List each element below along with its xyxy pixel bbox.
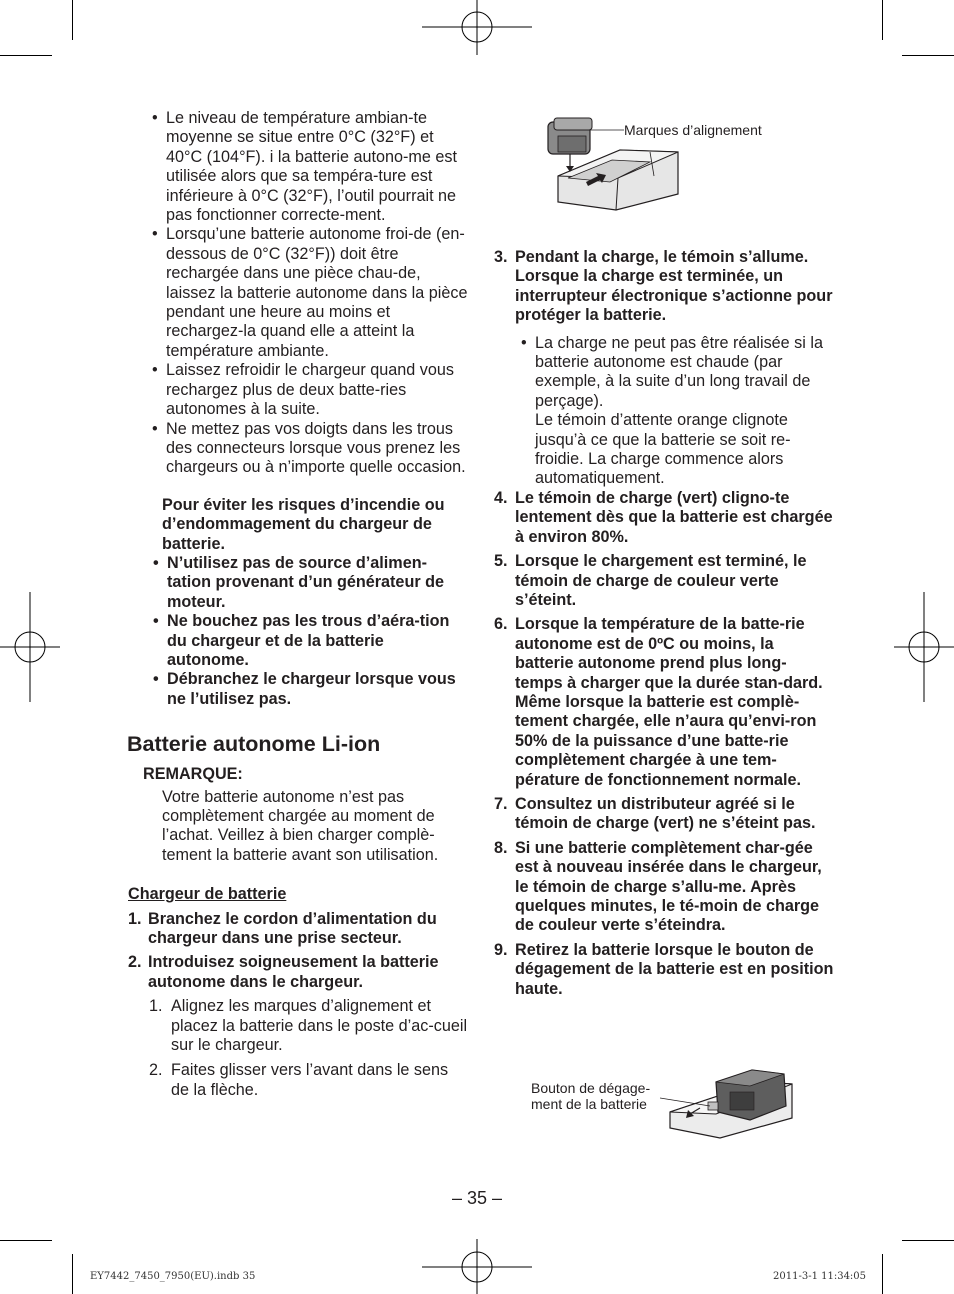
step-number: 7. xyxy=(494,794,508,813)
step3-bullet-text-b: Le témoin d’attente orange clignote jusqu’à ce que la batterie se soit re-froidie. La charge commence alors automatiquement. xyxy=(535,411,791,488)
step-text: Retirez la batterie lorsque le bouton de dégagement de la batterie est en position haute. xyxy=(515,940,834,998)
crop-mark xyxy=(882,1254,883,1294)
step-1 xyxy=(128,910,468,949)
warning-bullet-unplug: • Débranchez le chargeur lorsque vous ne l’utilisez pas. xyxy=(128,670,468,709)
left-column xyxy=(128,109,468,1100)
step-number: 8. xyxy=(494,838,508,857)
figure2-caption: Bouton de dégage-ment de la batterie xyxy=(531,1080,651,1112)
crop-mark xyxy=(0,55,52,56)
substep-text: Alignez les marques d’alignement et placez la batterie dans le poste d’ac-cueil sur le chargeur. xyxy=(171,997,468,1055)
crop-mark xyxy=(902,1240,954,1241)
section-title: Batterie autonome Li-ion xyxy=(127,732,381,757)
substep-text: Faites glisser vers l’avant dans le sens de la flèche. xyxy=(171,1061,449,1099)
step-text: Consultez un distributeur agréé si le témoin de charge (vert) ne s’éteint pas. xyxy=(515,794,816,833)
crop-mark xyxy=(72,1254,73,1294)
remarque-heading: REMARQUE: xyxy=(143,765,243,784)
step-text: Introduisez soigneusement la batterie autonome dans le chargeur. xyxy=(148,953,439,991)
step-number: 3. xyxy=(494,248,508,266)
step-text: Si une batterie complètement char-gée est à nouveau insérée dans le chargeur, le témoin de charge s’allu-me. Après quelques minutes, le té-moin de charge de couleur verte s’éteindra. xyxy=(515,838,822,935)
step-5 xyxy=(494,552,834,610)
substep-number: 2. xyxy=(149,1061,163,1080)
step-4 xyxy=(494,489,834,547)
step-text: Branchez le cordon d’alimentation du chargeur dans une prise secteur. xyxy=(148,909,437,948)
step3-bullet xyxy=(494,334,834,489)
registration-mark-left xyxy=(0,592,60,702)
warning-bullet-generator: • N’utilisez pas de source d’alimen-tation provenant d’un générateur de moteur. xyxy=(128,554,468,612)
step-number: 2. xyxy=(128,953,142,972)
bullet-cool-charger: • Laissez refroidir le chargeur quand vous rechargez plus de deux batte-ries autonomes à la suite. xyxy=(128,361,468,419)
step-number: 4. xyxy=(494,488,508,507)
step3-bullet-text-a: La charge ne peut pas être réalisée si la batterie autonome est chaude (par exemple, à la suite d’un long travail de perçage). xyxy=(535,333,823,410)
bullet-cold-battery: • Lorsqu’une batterie autonome froi-de (en-dessous de 0°C (32°F)) doit être rechargée dans une pièce chau-de, laissez la batterie autonome dans la pièce pendant une heure au moins et rechargez-la quand elle a atteint la température ambiante. xyxy=(128,225,468,361)
remarque-body: Votre batterie autonome n’est pas complètement chargée au moment de l’achat. Veillez à bien charger complè-tement la batterie avant son utilisation. xyxy=(162,787,439,864)
step-number: 5. xyxy=(494,552,508,571)
step-8 xyxy=(494,839,834,936)
step-text: Lorsque la température de la batte-rie autonome est de 0ºC ou moins, la batterie autonome prend plus long-temps à charger que la durée stan-dard. xyxy=(515,615,823,692)
crop-mark xyxy=(902,55,954,56)
step-number: 9. xyxy=(494,940,508,959)
substep-number: 1. xyxy=(149,997,163,1016)
step-number: 1. xyxy=(128,909,142,928)
footer-timestamp: 2011-3-1 11:34:05 xyxy=(773,1271,867,1282)
step-number: 6. xyxy=(494,615,508,634)
bullet-temperature: • Le niveau de température ambian-te moyenne se situe entre 0°C (32°F) et 40°C (104°F). i la batterie autono-me est utilisée alors que sa tempéra-ture est inférieure à 0°C (32°F), l’outil pourrait ne pas fonctionner correcte-ment. xyxy=(128,109,468,225)
registration-mark-top xyxy=(422,0,532,55)
registration-mark-right xyxy=(894,592,954,702)
substep-1 xyxy=(128,997,468,1055)
step-6 xyxy=(494,615,834,790)
charger-heading: Chargeur de batterie xyxy=(128,885,287,904)
step-2 xyxy=(128,953,468,992)
step-3 xyxy=(494,248,834,326)
registration-mark-bottom xyxy=(422,1239,532,1294)
right-column xyxy=(494,248,834,1004)
crop-mark xyxy=(882,0,883,40)
bullet-fingers: • Ne mettez pas vos doigts dans les trous des connecteurs lorsque vous prenez les chargeurs ou à n’importe quelle occasion. xyxy=(128,420,468,478)
step-text: Lorsque le chargement est terminé, le témoin de charge de couleur verte s’éteint. xyxy=(515,552,807,609)
page-number: – 35 – xyxy=(451,1188,503,1208)
warning-heading: Pour éviter les risques d’incendie ou d’endommagement du chargeur de batterie. xyxy=(162,495,445,553)
crop-mark xyxy=(0,1240,52,1241)
figure-battery-release xyxy=(660,1062,800,1142)
warning-bullet-vents: • Ne bouchez pas les trous d’aéra-tion du chargeur et de la batterie autonome. xyxy=(128,612,468,670)
step-9 xyxy=(494,941,834,999)
step-text: Pendant la charge, le témoin s’allume. Lorsque la charge est terminée, un interrupteur électronique s’actionne pour protéger la batterie. xyxy=(515,248,833,325)
footer-file-info: EY7442_7450_7950(EU).indb 35 xyxy=(90,1271,256,1282)
figure1-caption: Marques d’alignement xyxy=(624,122,762,138)
step-7 xyxy=(494,795,834,834)
step6-extra-text: Même lorsque la batterie est complè-tement chargée, elle n’aura qu’envi-ron 50% de la puissance d’une batte-rie complètement chargée à une tem-pérature de fonctionnement normale. xyxy=(515,692,817,789)
substep-2 xyxy=(128,1061,468,1100)
crop-mark xyxy=(72,0,73,40)
step-text: Le témoin de charge (vert) cligno-te lentement dès que la batterie est chargée à environ 80%. xyxy=(515,488,833,546)
